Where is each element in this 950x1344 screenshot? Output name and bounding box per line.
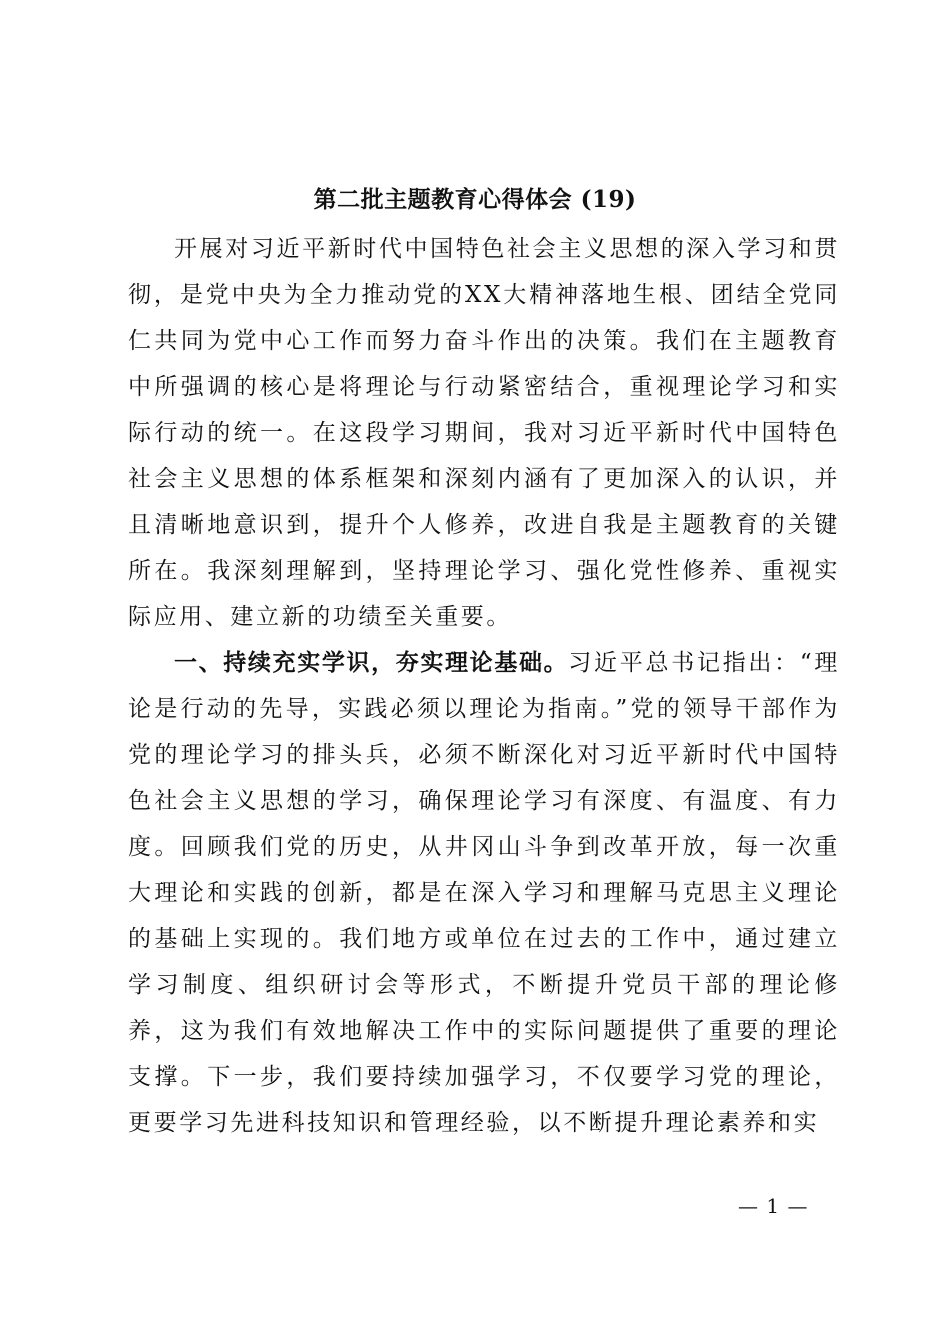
intro-paragraph: 开展对习近平新时代中国特色社会主义思想的深入学习和贯彻，是党中央为全力推动党的XX大精神落地生根、团结全党同仁共同为党中心工作而努力奋斗作出的决策。我们在主题教育中所强调的核心是将理论与行动紧密结合，重视理论学习和实际行动的统一。在这段学习期间，我对习近平新时代中国特色社会主义思想的体系框架和深刻内涵有了更加深入的认识，并且清晰地意识到，提升个人修养，改进自我是主题教育的关键所在。我深刻理解到，坚持理论学习、强化党性修养、重视实际应用、建立新的功绩至关重要。 <box>128 236 840 630</box>
section-one-heading: 一、持续充实学识，夯实理论基础。 <box>174 650 569 676</box>
section-one-text: 习近平总书记指出：“理论是行动的先导，实践必须以理论为指南。”党的领导干部作为党的理论学习的排头兵，必须不断深化对习近平新时代中国特色社会主义思想的学习，确保理论学习有深度、有温度、有力度。回顾我们党的历史，从井冈山斗争到改革开放，每一次重大理论和实践的创新，都是在深入学习和理解马克思主义理论的基础上实现的。我们地方或单位在过去的工作中，通过建立学习制度、组织研讨会等形式，不断提升党员干部的理论修养，这为我们有效地解决工作中的实际问题提供了重要的理论支撑。下一步，我们要持续加强学习，不仅要学习党的理论，更要学习先进科技知识和管理经验，以不断提升理论素养和实 <box>128 650 841 1136</box>
section-one-paragraph <box>128 640 840 1146</box>
document-title: 第二批主题教育心得体会 (19) <box>313 186 637 213</box>
document-body <box>128 226 840 1146</box>
page-number: — 1 — <box>738 1194 809 1218</box>
